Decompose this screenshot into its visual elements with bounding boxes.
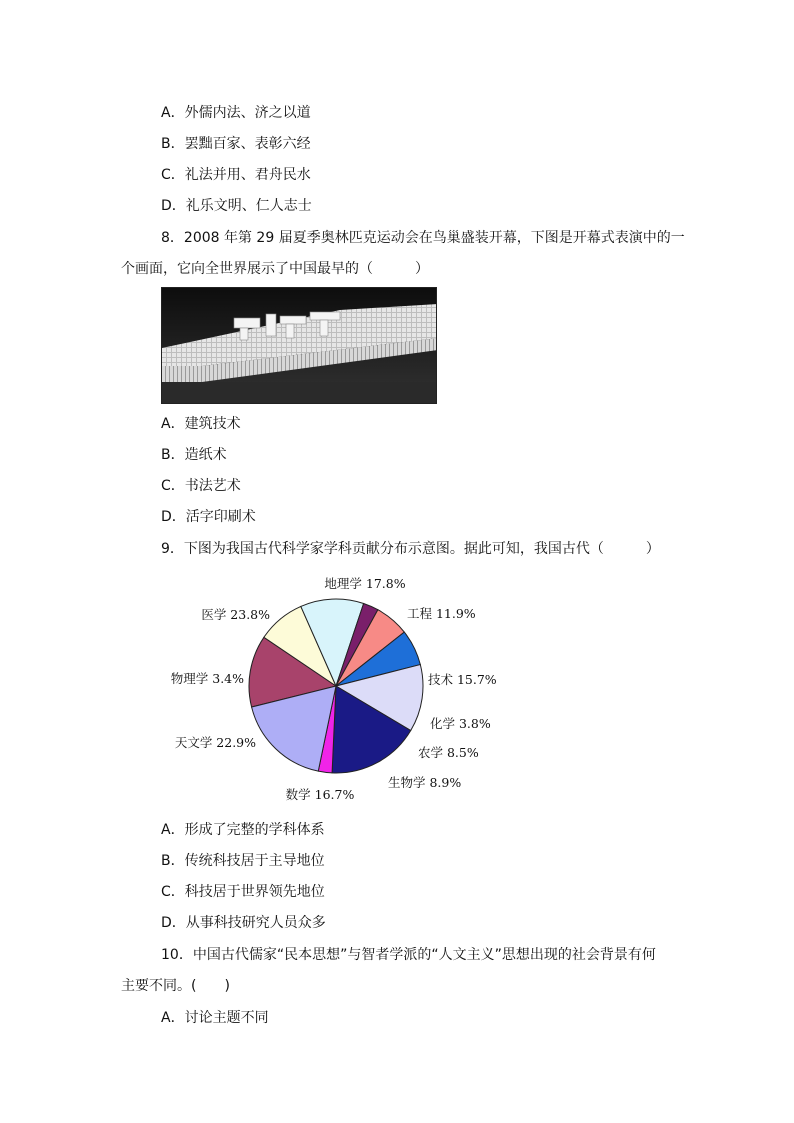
q8-option-c: C．书法艺术 [161,478,241,494]
q8-photo-printing-blocks [161,287,437,404]
pie-chart-svg [160,570,520,802]
q8-option-a: A．建筑技术 [161,416,241,432]
pie-label-6: 生物学 8.9% [388,775,462,790]
pie-label-5: 农学 8.5% [418,745,479,760]
q9-option-a: A．形成了完整的学科体系 [161,822,325,838]
q8-stem-line1: 8．2008 年第 29 届夏季奥林匹克运动会在鸟巢盛装开幕，下图是开幕式表演中的一 [161,230,685,246]
q9-option-c: C．科技居于世界领先地位 [161,884,325,900]
q9-stem: 9．下图为我国古代科学家学科贡献分布示意图。据此可知，我国古代（ ） [161,541,660,557]
printing-blocks-illustration [162,288,437,404]
pie-label-1: 地理学 17.8% [324,576,406,591]
pie-label-7: 数学 16.7% [285,787,355,802]
pie-label-10: 医学 23.8% [201,607,270,622]
q9-pie-chart [160,570,520,806]
q10-option-a: A．讨论主题不同 [161,1010,269,1026]
pie-label-2: 工程 11.9% [407,606,476,621]
q7-option-d: D．礼乐文明、仁人志士 [161,198,312,214]
pie-label-9: 物理学 3.4% [170,671,244,686]
q10-stem-line2: 主要不同。( ) [121,978,230,994]
q9-option-b: B．传统科技居于主导地位 [161,853,325,869]
pie-label-8: 天文学 22.9% [174,735,256,750]
q9-option-d: D．从事科技研究人员众多 [161,915,326,931]
q8-option-b: B．造纸术 [161,447,227,463]
q7-option-c: C．礼法并用、君舟民水 [161,167,311,183]
q8-option-d: D．活字印刷术 [161,509,256,525]
q7-option-a: A．外儒内法、济之以道 [161,105,311,121]
q10-stem-line1: 10．中国古代儒家“民本思想”与智者学派的“人文主义”思想出现的社会背景有何 [161,947,656,963]
q7-option-b: B．罢黜百家、表彰六经 [161,136,311,152]
pie-label-3: 技术 15.7% [428,672,497,687]
q8-stem-line2: 个画面，它向全世界展示了中国最早的（ ） [121,261,429,277]
pie-label-4: 化学 3.8% [430,716,491,731]
